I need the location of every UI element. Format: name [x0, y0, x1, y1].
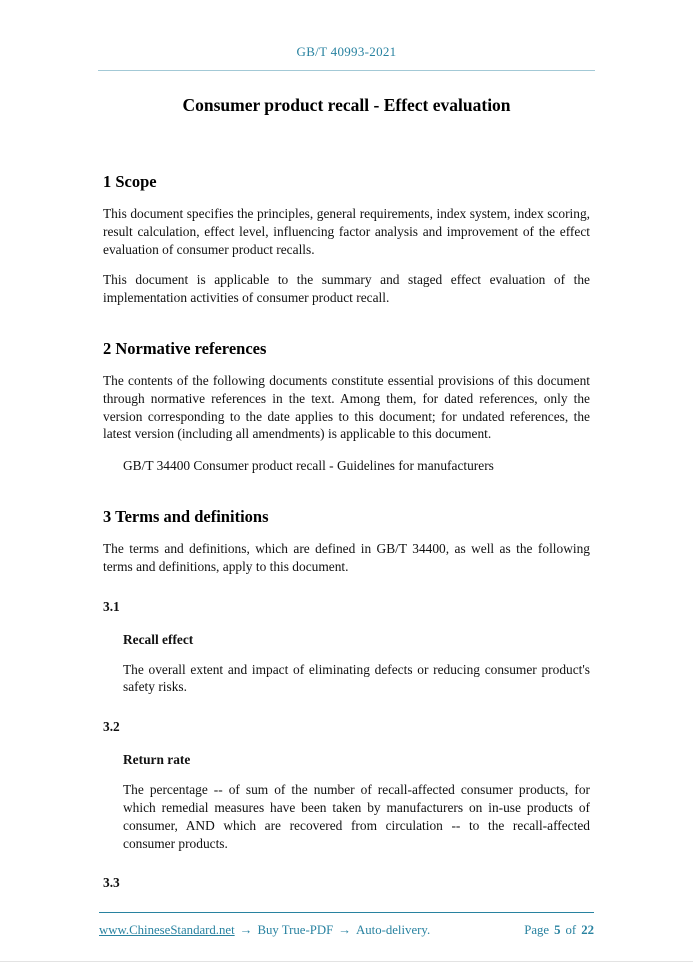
footer-promo — [99, 923, 430, 938]
section-heading-scope: 1 Scope — [103, 172, 157, 191]
section-heading-terms: 3 Terms and definitions — [103, 506, 269, 526]
term-item — [103, 599, 590, 697]
normative-paragraph: The contents of the following documents constitute essential provisions of this document through normative references in the text. Among them, for dated references, only the version corresponding to the date applies to this document; for undated references, the latest version (including all amendments) is applicable to this document. — [103, 372, 590, 442]
arrow-icon: → — [239, 923, 253, 937]
arrow-icon: → — [338, 923, 351, 937]
term-name: Return rate — [123, 752, 191, 768]
page-bottom-edge — [0, 961, 693, 962]
normative-reference-entry: GB/T 34400 Consumer product recall - Guidelines for manufacturers — [123, 458, 494, 474]
terms-intro-paragraph: The terms and definitions, which are defined in GB/T 34400, as well as the following terms and definitions, apply to this document. — [103, 540, 590, 574]
document-title: Consumer product recall - Effect evaluation — [182, 95, 511, 115]
term-item — [103, 719, 590, 852]
section-heading-normative-references: 2 Normative references — [103, 338, 267, 358]
term-definition: The percentage -- of sum of the number of recall-affected consumer products, for which remedial measures have been taken by manufacturers on in-use products of consumer, AND which are recovered from circulation -- to the recall-affected consumer products. — [123, 782, 590, 851]
current-page-number: 5 — [554, 923, 561, 937]
footer-row — [99, 923, 594, 938]
scope-paragraph-2: This document is applicable to the summary and staged effect evaluation of the implementation activities of consumer product recall. — [103, 272, 590, 306]
header-divider — [98, 70, 595, 71]
page-footer — [99, 912, 594, 938]
term-definition: The overall extent and impact of eliminating defects or reducing consumer product's safety risks. — [123, 661, 590, 695]
buy-true-pdf-label: Buy True-PDF — [257, 923, 334, 937]
total-page-number: 22 — [581, 923, 594, 937]
term-item — [103, 875, 590, 891]
term-name: Recall effect — [123, 631, 194, 647]
term-number: 3.1 — [103, 598, 120, 614]
term-number: 3.2 — [103, 719, 120, 735]
doc-code: GB/T 40993-2021 — [296, 44, 397, 59]
of-label: of — [565, 923, 577, 937]
auto-delivery-label: Auto-delivery. — [356, 923, 431, 937]
page-label: Page — [524, 923, 550, 937]
scope-paragraph-1: This document specifies the principles, general requirements, index system, index scoring, result calculation, effect level, influencing factor analysis and improvement of the effect evaluation of consumer product recalls. — [103, 206, 590, 257]
footer-divider — [99, 912, 594, 913]
chinesestandard-link[interactable]: www.ChineseStandard.net — [99, 923, 235, 937]
page-indicator — [524, 923, 594, 938]
term-number: 3.3 — [103, 875, 120, 891]
